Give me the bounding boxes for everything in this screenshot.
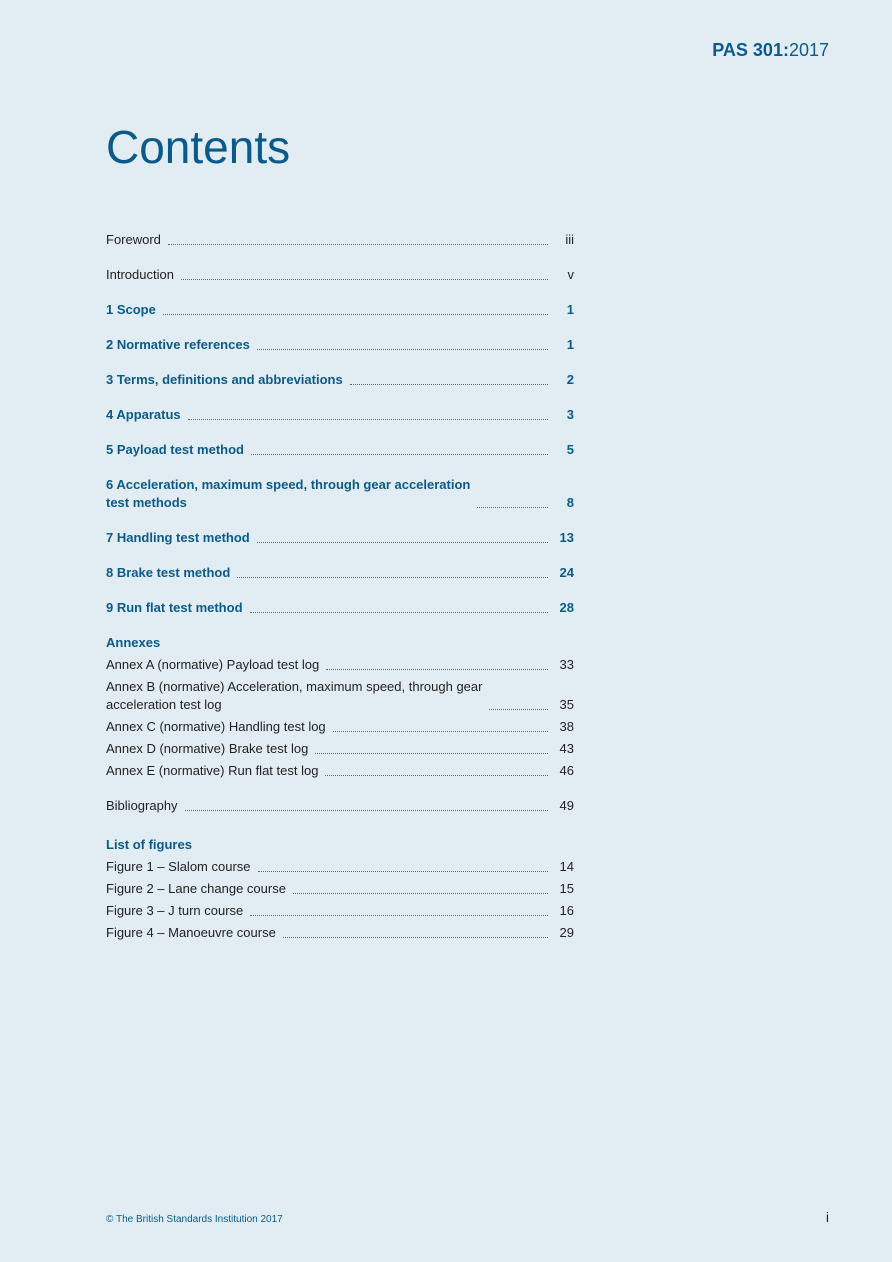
toc-entry-text	[106, 880, 286, 898]
toc-entry[interactable]	[106, 406, 574, 424]
toc-entry-page: 3	[566, 407, 574, 422]
toc-entry[interactable]	[106, 371, 574, 389]
standard-code: PAS 301:	[712, 40, 789, 60]
toc-annexes	[106, 634, 574, 780]
figure-list	[106, 858, 574, 942]
toc-entry-label: Figure 4 – Manoeuvre course	[106, 925, 276, 940]
dot-leader	[333, 730, 548, 732]
toc-entry[interactable]	[106, 564, 574, 582]
dot-leader	[250, 914, 548, 916]
dot-leader	[251, 453, 548, 455]
toc-entry-label-continued: test methods	[106, 495, 187, 510]
toc-entry-page: 38	[559, 719, 574, 734]
page-title: Contents	[106, 121, 291, 173]
toc-entry-text	[106, 231, 161, 249]
toc-entry[interactable]	[106, 858, 574, 876]
dot-leader	[257, 541, 548, 543]
toc-entry-page: 28	[559, 600, 574, 615]
toc-entry-text	[106, 678, 482, 714]
toc-entry-text	[106, 371, 343, 389]
toc-entry-text	[106, 599, 243, 617]
toc-entry-text	[106, 564, 230, 582]
toc-entry-label: 9 Run flat test method	[106, 600, 243, 615]
toc-entry-page: 8	[566, 495, 574, 510]
toc-entry-label: Foreword	[106, 232, 161, 247]
toc-entry-label: Bibliography	[106, 798, 178, 813]
toc-entry[interactable]	[106, 336, 574, 354]
toc-entry[interactable]	[106, 301, 574, 319]
toc-entry-page: 14	[559, 859, 574, 874]
toc-entry-label: Annex E (normative) Run flat test log	[106, 763, 319, 778]
toc-entry-text	[106, 762, 318, 780]
toc-entry-text	[106, 858, 251, 876]
toc-entry-label: Figure 3 – J turn course	[106, 903, 244, 918]
annex-list	[106, 656, 574, 780]
dot-leader	[293, 892, 548, 894]
toc-entry-label: Annex B (normative) Acceleration, maximum speed, through gear	[106, 679, 483, 694]
toc-entry-page: 16	[559, 903, 574, 918]
dot-leader	[168, 243, 548, 245]
toc-entry-page: 35	[559, 697, 574, 712]
toc-entry-label: 3 Terms, definitions and abbreviations	[106, 372, 343, 387]
toc-entry-label-continued: acceleration test log	[106, 697, 222, 712]
toc-entry-page: 24	[559, 565, 574, 580]
page-number: i	[825, 1209, 829, 1225]
toc-entry-label: 1 Scope	[106, 302, 156, 317]
dot-leader	[237, 576, 548, 578]
toc-entry-label: Figure 2 – Lane change course	[106, 881, 286, 896]
toc-entry-label: Annex D (normative) Brake test log	[106, 741, 309, 756]
toc-entry-text	[106, 266, 174, 284]
toc-entry-page: 46	[559, 763, 574, 778]
toc-entry-page: 1	[566, 302, 574, 317]
dot-leader	[326, 668, 548, 670]
dot-leader	[258, 870, 548, 872]
toc-entry-text	[106, 797, 178, 815]
dot-leader	[350, 383, 548, 385]
dot-leader	[489, 708, 548, 710]
toc-entry[interactable]	[106, 678, 574, 714]
toc-entry[interactable]	[106, 529, 574, 547]
table-of-contents	[106, 231, 574, 942]
toc-figures	[106, 836, 574, 942]
toc-entry-page: 43	[559, 741, 574, 756]
toc-entry-text	[106, 476, 470, 512]
toc-entry[interactable]	[106, 762, 574, 780]
document-code	[712, 40, 829, 61]
toc-entry-page: 2	[566, 372, 574, 387]
standard-year: 2017	[788, 40, 829, 60]
toc-entry[interactable]	[106, 740, 574, 758]
toc-entry-text	[106, 406, 181, 424]
copyright-footer: © The British Standards Institution 2017	[106, 1214, 283, 1225]
toc-entry-text	[106, 656, 319, 674]
toc-entry[interactable]	[106, 476, 574, 512]
toc-entry-text	[106, 441, 244, 459]
dot-leader	[257, 348, 548, 350]
toc-entry-text	[106, 718, 326, 736]
figures-heading: List of figures	[106, 837, 192, 852]
dot-leader	[283, 936, 548, 938]
toc-bibliography	[106, 797, 574, 815]
dot-leader	[163, 313, 548, 315]
toc-entry-label: Annex A (normative) Payload test log	[106, 657, 320, 672]
toc-entry-page: 1	[566, 337, 574, 352]
toc-entry[interactable]	[106, 924, 574, 942]
dot-leader	[188, 418, 548, 420]
toc-entry-text	[106, 740, 308, 758]
toc-entry-page: iii	[565, 232, 574, 247]
dot-leader	[315, 752, 548, 754]
toc-entry[interactable]	[106, 441, 574, 459]
toc-entry[interactable]	[106, 599, 574, 617]
toc-main-entries	[106, 231, 574, 617]
toc-entry-text	[106, 301, 156, 319]
dot-leader	[325, 774, 548, 776]
dot-leader	[250, 611, 548, 613]
toc-entry-page: 29	[559, 925, 574, 940]
toc-entry-page: 49	[559, 798, 574, 813]
toc-entry-label: Annex C (normative) Handling test log	[106, 719, 326, 734]
toc-entry-label: 6 Acceleration, maximum speed, through gear acceleration	[106, 477, 471, 492]
toc-entry-page: 33	[559, 657, 574, 672]
toc-entry-label: 2 Normative references	[106, 337, 250, 352]
dot-leader	[181, 278, 548, 280]
toc-entry-label: Introduction	[106, 267, 174, 282]
toc-entry[interactable]	[106, 797, 574, 815]
dot-leader	[477, 506, 548, 508]
dot-leader	[185, 809, 548, 811]
toc-entry-page: 5	[566, 442, 574, 457]
toc-entry-label: 4 Apparatus	[106, 407, 181, 422]
toc-entry[interactable]	[106, 718, 574, 736]
toc-entry[interactable]	[106, 231, 574, 249]
toc-entry[interactable]	[106, 656, 574, 674]
annexes-heading: Annexes	[106, 635, 161, 650]
toc-entry-text	[106, 902, 243, 920]
toc-entry[interactable]	[106, 266, 574, 284]
toc-entry-text	[106, 529, 250, 547]
toc-entry-text	[106, 336, 250, 354]
toc-entry-label: 5 Payload test method	[106, 442, 244, 457]
toc-entry-text	[106, 924, 276, 942]
toc-entry-label: 8 Brake test method	[106, 565, 231, 580]
toc-entry[interactable]	[106, 902, 574, 920]
toc-entry-page: v	[567, 267, 574, 282]
toc-entry-label: 7 Handling test method	[106, 530, 250, 545]
toc-entry-page: 13	[559, 530, 574, 545]
toc-entry-label: Figure 1 – Slalom course	[106, 859, 251, 874]
toc-entry-page: 15	[559, 881, 574, 896]
toc-entry[interactable]	[106, 880, 574, 898]
